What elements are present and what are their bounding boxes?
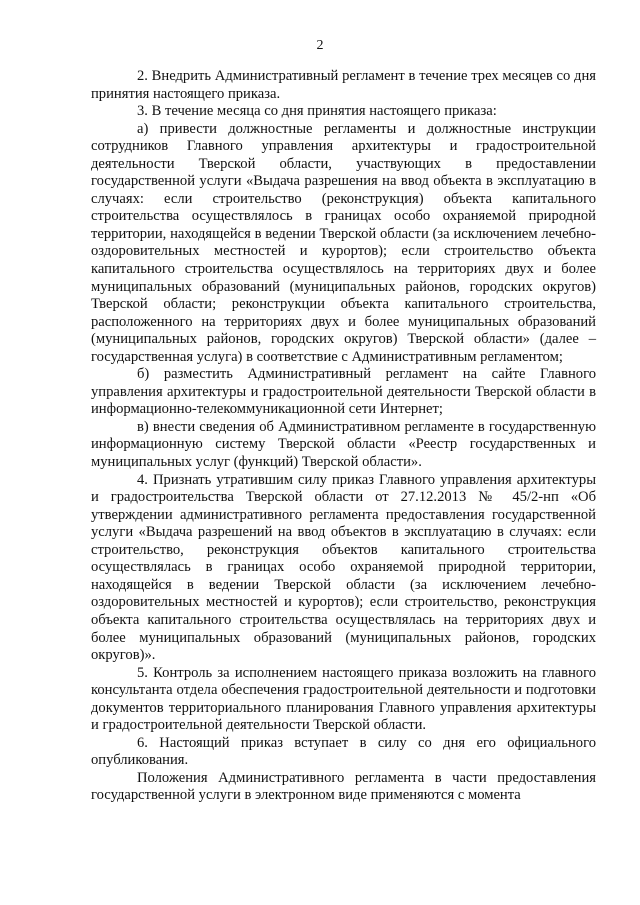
- paragraph-item-2: 2. Внедрить Административный регламент в течение трех месяцев со дня принятия настоящего приказа.: [91, 68, 596, 102]
- paragraph-item-3: 3. В течение месяца со дня принятия настоящего приказа:: [137, 103, 497, 120]
- paragraph-item-6: 6. Настоящий приказ вступает в силу со дня его официального опубликования.: [91, 734, 596, 769]
- paragraph-item-4: 4. Признать утратившим силу приказ Главного управления архитектуры и градостроительства Тверской области от 27.12.2013 № 45/2-нп «Об утверждении административного регламента предоставления государственной услуги «Выдача разрешений на ввод объектов в эксплуатацию в случаях: если строительство, реконструкция объектов капитального строительства осуществлялась в границах особо охраняемой природной территории, находящейся в ведении Тверской области (за исключением лечебно-оздоровительных местностей и курортов); если строительство, реконструкция объекта капитального строительства осуществлялась на территориях двух и более муниципальных образований (муниципальных районов, городских округов)».: [91, 471, 596, 664]
- page-number: 2: [316, 38, 324, 53]
- paragraph-subitem-a: а) привести должностные регламенты и должностные инструкции сотрудников Главного управления архитектуры и градостроительной деятельности Тверской области, участвующих в предоставлении государственной услуги «Выдача разрешения на ввод объекта в эксплуатацию в случаях: если строительство (реконструкция) объекта капитального строительства осуществлялось в границах особо охраняемой природной территории, находящейся в ведении Тверской области (за исключением лечебно-оздоровительных местностей и курортов); если строительство объекта капитального строительства осуществлялось на территориях двух и более муниципальных образований (муниципальных районов, городских округов) Тверской области; реконструкции объекта капитального строительства, расположенного на территориях двух и более муниципальных образований (муниципальных районов, городских округов) Тверской области» (далее – государственная услуга) в соответствие с Административным регламентом;: [91, 120, 596, 365]
- paragraph-item-5: 5. Контроль за исполнением настоящего приказа возложить на главного консультанта отдела обеспечения градостроительной деятельности и подготовки документов территориального планирования Главного управления архитектуры и градостроительной деятельности Тверской области.: [91, 664, 596, 734]
- paragraph-electronic-provisions: Положения Административного регламента в части предоставления государственной услуги в электронном виде применяются с момента: [91, 769, 596, 804]
- document-body: [91, 68, 596, 805]
- paragraph-subitem-b: б) разместить Административный регламент на сайте Главного управления архитектуры и градостроительной деятельности Тверской области в информационно-телекоммуникационной сети Интернет;: [91, 366, 596, 418]
- paragraph-subitem-v: в) внести сведения об Административном регламенте в государственную информационную систему Тверской области «Реестр государственных и муниципальных услуг (функций) Тверской области».: [91, 418, 596, 471]
